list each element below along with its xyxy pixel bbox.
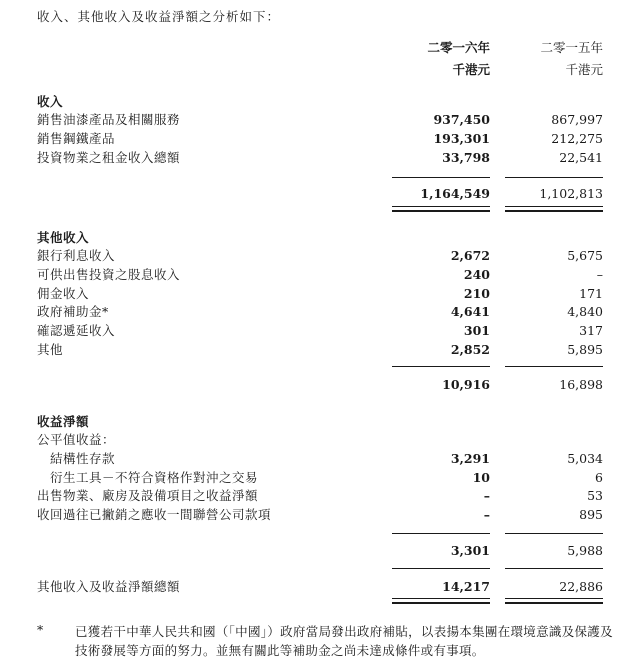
gains-total-row	[0, 541, 625, 560]
row-label: 衍生工具－不符合資格作對沖之交易	[50, 470, 259, 485]
value-2015: 867,997	[551, 112, 603, 127]
value-2016: 10	[472, 470, 490, 485]
total-2016: 1,164,549	[420, 186, 490, 201]
row-label: 投資物業之租金收入總額	[37, 150, 181, 165]
section-title-other-income	[0, 228, 625, 247]
row-label: 公平值收益：	[37, 432, 116, 447]
value-2015: 5,675	[567, 248, 603, 263]
grand-total-2015: 22,886	[559, 579, 603, 594]
section-title: 其他收入	[37, 230, 90, 245]
subtotal-rule	[392, 177, 490, 178]
value-2015: 171	[579, 286, 603, 301]
total-2015: 16,898	[559, 377, 603, 392]
table-row	[0, 110, 625, 129]
value-2015: 22,541	[559, 150, 603, 165]
total-double-rule	[505, 206, 603, 212]
subtotal-rule	[392, 533, 490, 534]
footnote-marker: *	[37, 622, 44, 637]
column-header-2016	[380, 37, 490, 81]
footnote-text: 已獲若干中華人民共和國（「中國」）政府當局發出政府補貼，以表揚本集團在環境意識及保護及技術發展等方面的努力。並無有關此等補助金之尚未達成條件或有事項。	[75, 624, 613, 658]
subtotal-rule	[392, 568, 490, 569]
value-2016: 937,450	[433, 112, 490, 127]
value-2015: 895	[579, 507, 603, 522]
total-double-rule	[392, 206, 490, 212]
grand-total-2016: 14,217	[442, 579, 490, 594]
row-label: 可供出售投資之股息收入	[37, 267, 181, 282]
table-row	[0, 148, 625, 167]
table-row	[0, 129, 625, 148]
column-year-2016: 二零一六年	[427, 40, 490, 55]
value-2016: 240	[463, 267, 490, 282]
subtotal-rule	[505, 533, 603, 534]
row-label: 確認遞延收入	[37, 323, 116, 338]
value-2015: 317	[579, 323, 603, 338]
value-2016: –	[483, 507, 490, 522]
value-2016: 4,641	[450, 304, 490, 319]
value-2015: 53	[587, 488, 603, 503]
value-2015: –	[596, 267, 603, 282]
section-title-gains	[0, 412, 625, 431]
table-row	[0, 449, 625, 468]
intro-text: 收入、其他收入及收益淨額之分析如下：	[37, 9, 281, 24]
section-title: 收入	[37, 94, 64, 109]
value-2016: 301	[463, 323, 490, 338]
value-2016: 193,301	[433, 131, 490, 146]
section-title-revenue	[0, 92, 625, 111]
table-row	[0, 302, 625, 321]
column-header-2015	[493, 37, 603, 81]
table-row	[0, 246, 625, 265]
value-2016: 33,798	[442, 150, 490, 165]
subtotal-rule	[505, 366, 603, 367]
total-double-rule	[392, 598, 490, 604]
row-label: 銷售鋼鐵產品	[37, 131, 116, 146]
value-2015: 212,275	[551, 131, 603, 146]
row-label: 結構性存款	[50, 451, 116, 466]
row-label: 收回過往已撇銷之應收一間聯營公司款項	[37, 507, 272, 522]
value-2016: –	[483, 488, 490, 503]
value-2015: 6	[595, 470, 603, 485]
table-row	[0, 505, 625, 524]
row-label: 其他收入及收益淨額總額	[37, 579, 181, 594]
subtotal-rule	[505, 568, 603, 569]
column-year-2015: 二零一五年	[540, 40, 603, 55]
table-row	[0, 284, 625, 303]
subtotal-rule	[392, 366, 490, 367]
value-2015: 4,840	[567, 304, 603, 319]
value-2016: 3,291	[450, 451, 490, 466]
row-label: 銷售油漆產品及相關服務	[37, 112, 181, 127]
section-title: 收益淨額	[37, 414, 90, 429]
value-2015: 5,034	[567, 451, 603, 466]
value-2016: 210	[463, 286, 490, 301]
value-2016: 2,672	[450, 248, 490, 263]
table-row	[0, 486, 625, 505]
total-2015: 1,102,813	[539, 186, 603, 201]
fair-value-label-row	[0, 430, 625, 449]
row-label: 銀行利息收入	[37, 248, 116, 263]
row-label: 出售物業、廠房及設備項目之收益淨額	[37, 488, 259, 503]
subtotal-rule	[505, 177, 603, 178]
table-row	[0, 468, 625, 487]
table-row	[0, 340, 625, 359]
column-unit-2016: 千港元	[452, 62, 490, 77]
grand-total-row	[0, 577, 625, 596]
column-unit-2015: 千港元	[565, 62, 603, 77]
other-income-total-row	[0, 375, 625, 394]
total-double-rule	[505, 598, 603, 604]
total-2015: 5,988	[567, 543, 603, 558]
total-2016: 3,301	[450, 543, 490, 558]
table-row	[0, 265, 625, 284]
row-label: 佣金收入	[37, 286, 90, 301]
table-row	[0, 321, 625, 340]
total-2016: 10,916	[442, 377, 490, 392]
value-2015: 5,895	[567, 342, 603, 357]
row-label: 政府補助金*	[37, 304, 109, 319]
row-label: 其他	[37, 342, 64, 357]
value-2016: 2,852	[450, 342, 490, 357]
revenue-total-row	[0, 184, 625, 203]
